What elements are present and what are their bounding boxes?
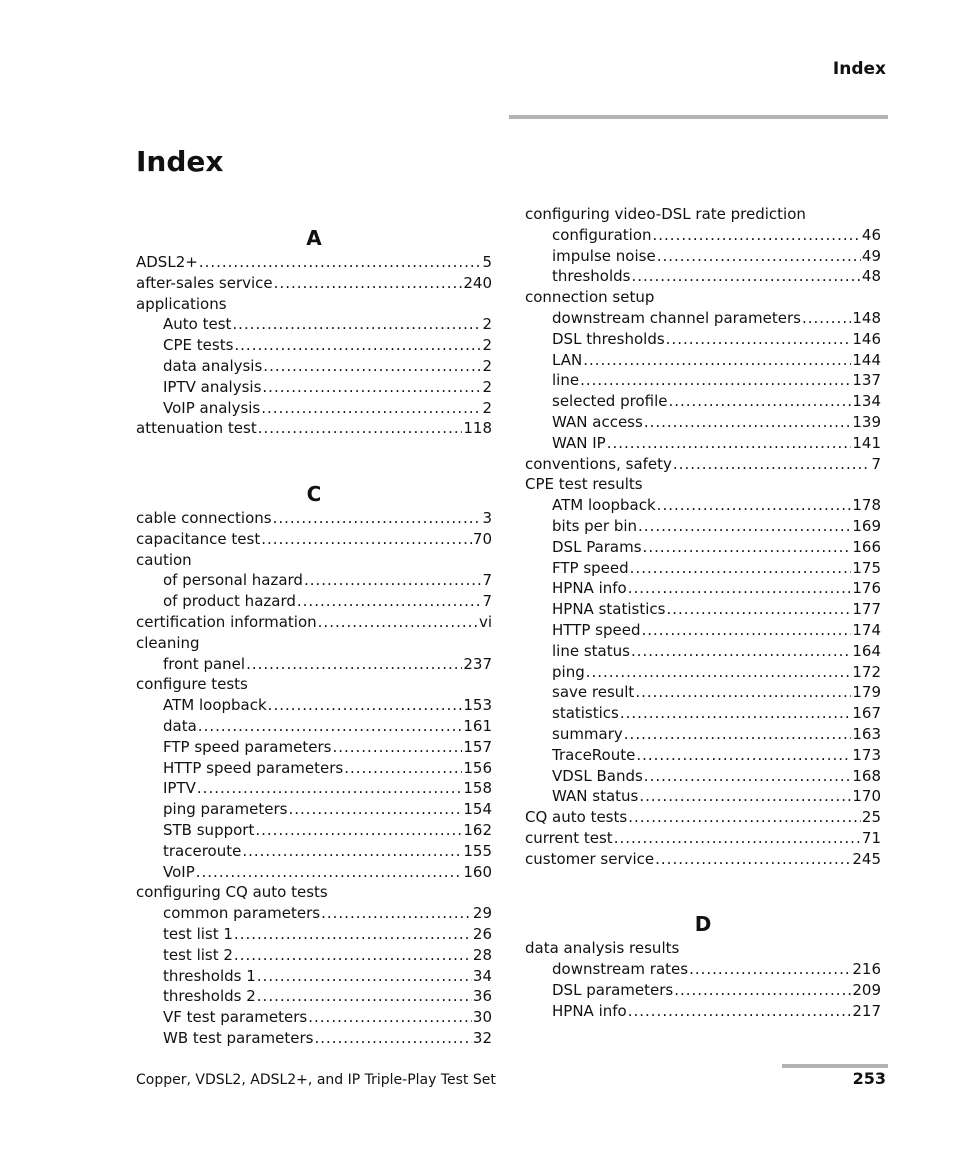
index-subentry	[136, 862, 492, 883]
dot-leader	[624, 724, 852, 745]
dot-leader	[586, 662, 852, 683]
entry-term: cleaning	[136, 633, 200, 652]
entry-term: VoIP analysis	[163, 398, 261, 417]
dot-leader	[657, 495, 852, 516]
dot-leader	[268, 695, 463, 716]
dot-leader	[198, 716, 463, 737]
index-subentry	[136, 356, 492, 377]
entry-term: certification information	[136, 612, 317, 631]
entry-page-number: 216	[852, 960, 881, 979]
entry-term: common parameters	[163, 904, 321, 923]
dot-leader	[628, 578, 852, 599]
index-column-left	[136, 204, 492, 1049]
index-subentry	[136, 695, 492, 716]
dot-leader	[232, 314, 481, 335]
index-entry	[136, 508, 492, 529]
index-subentry	[136, 1028, 492, 1049]
entry-page-number: 240	[463, 273, 492, 292]
dot-leader	[318, 612, 478, 633]
index-subentry	[136, 841, 492, 862]
entry-term: impulse noise	[552, 246, 656, 265]
index-entry	[136, 273, 492, 294]
dot-leader	[257, 966, 472, 987]
entry-term: statistics	[552, 704, 619, 723]
dot-leader	[636, 745, 851, 766]
entry-page-number: 146	[852, 329, 881, 348]
entry-term: traceroute	[163, 841, 242, 860]
index-subentry	[525, 246, 881, 267]
entry-term: VF test parameters	[163, 1008, 308, 1027]
index-subentry	[525, 662, 881, 683]
index-subentry	[136, 1007, 492, 1028]
entry-term: DSL Params	[552, 537, 642, 556]
entry-page-number: 156	[463, 758, 492, 777]
entry-term: data	[163, 716, 197, 735]
dot-leader	[630, 558, 852, 579]
entry-term: HTTP speed parameters	[163, 758, 344, 777]
index-subentry	[136, 945, 492, 966]
index-entry	[525, 828, 881, 849]
dot-leader	[246, 654, 462, 675]
dot-leader	[631, 641, 851, 662]
dot-leader	[304, 570, 481, 591]
dot-leader	[273, 508, 482, 529]
letter-heading: A	[306, 226, 322, 250]
entry-term: WAN status	[552, 787, 639, 806]
entry-term: thresholds 2	[163, 987, 256, 1006]
index-entry	[525, 287, 881, 308]
entry-page-number: 139	[852, 412, 881, 431]
entry-term: CPE tests	[163, 336, 234, 355]
dot-leader	[655, 849, 851, 870]
entry-term: capacitance test	[136, 529, 261, 548]
entry-page-number: 134	[852, 392, 881, 411]
index-entry	[525, 474, 881, 495]
index-subentry	[525, 599, 881, 620]
entry-term: ATM loopback	[552, 496, 656, 515]
dot-leader	[620, 703, 851, 724]
index-entry	[136, 612, 492, 633]
index-subentry	[136, 820, 492, 841]
entry-term: connection setup	[525, 288, 655, 307]
dot-leader	[673, 454, 871, 475]
index-column-right	[525, 204, 881, 1021]
entry-term: selected profile	[552, 392, 668, 411]
entry-page-number: 158	[463, 779, 492, 798]
dot-leader	[639, 786, 851, 807]
index-subentry	[525, 703, 881, 724]
dot-leader	[666, 329, 852, 350]
index-subentry	[136, 570, 492, 591]
index-subentry	[136, 799, 492, 820]
dot-leader	[234, 945, 472, 966]
index-subentry	[136, 654, 492, 675]
entry-term: Auto test	[163, 315, 232, 334]
index-subentry	[136, 778, 492, 799]
entry-term: conventions, safety	[525, 454, 672, 473]
entry-page-number: 163	[852, 724, 881, 743]
entry-term: HTTP speed	[552, 620, 641, 639]
letter-heading: D	[694, 912, 712, 937]
entry-term: DSL thresholds	[552, 329, 665, 348]
index-subentry	[525, 724, 881, 745]
dot-leader	[674, 980, 851, 1001]
dot-leader	[638, 516, 851, 537]
index-subentry	[525, 370, 881, 391]
index-subentry	[136, 377, 492, 398]
dot-leader	[289, 799, 463, 820]
dot-leader	[666, 599, 851, 620]
index-subentry	[525, 558, 881, 579]
index-subentry	[136, 924, 492, 945]
footer-doc-title: Copper, VDSL2, ADSL2+, and IP Triple-Play Test Set	[136, 1072, 496, 1088]
index-subentry	[525, 537, 881, 558]
entry-page-number: 157	[463, 737, 492, 756]
entry-term: thresholds 1	[163, 966, 256, 985]
dot-leader	[657, 246, 861, 267]
index-subentry	[136, 986, 492, 1007]
index-subentry	[136, 398, 492, 419]
index-subentry	[525, 959, 881, 980]
entry-page-number: 161	[463, 716, 492, 735]
index-subentry	[136, 903, 492, 924]
index-entry	[136, 674, 492, 695]
index-entry	[525, 807, 881, 828]
footer-page-number: 253	[852, 1069, 886, 1088]
entry-page-number: 164	[852, 641, 881, 660]
index-subentry	[525, 225, 881, 246]
entry-term: data analysis results	[525, 939, 680, 958]
entry-page-number: 217	[852, 1001, 881, 1020]
entry-term: IPTV analysis	[163, 377, 262, 396]
entry-term: of product hazard	[163, 592, 296, 611]
entry-page-number: 32	[472, 1028, 492, 1047]
dot-leader	[628, 1001, 852, 1022]
entry-page-number: 174	[852, 620, 881, 639]
index-subentry	[525, 682, 881, 703]
entry-term: ADSL2+	[136, 253, 198, 271]
entry-term: HPNA statistics	[552, 600, 666, 619]
dot-leader	[262, 377, 481, 398]
entry-page-number: 3	[482, 508, 492, 527]
entry-term: configuring video-DSL rate prediction	[525, 205, 806, 223]
letter-section	[136, 204, 492, 252]
entry-term: front panel	[163, 654, 246, 673]
index-entry	[136, 252, 492, 273]
entry-page-number: 178	[852, 496, 881, 515]
entry-term: configure tests	[136, 675, 248, 694]
entry-term: configuration	[552, 225, 652, 244]
entry-page-number: 7	[482, 592, 492, 611]
entry-page-number: 49	[861, 246, 881, 265]
index-subentry	[525, 329, 881, 350]
entry-page-number: 166	[852, 537, 881, 556]
entry-term: VoIP	[163, 862, 195, 881]
dot-leader	[653, 225, 861, 246]
entry-term: VDSL Bands	[552, 766, 643, 785]
index-entry	[525, 204, 881, 225]
dot-leader	[255, 820, 462, 841]
entry-page-number: 2	[482, 336, 492, 355]
entry-term: ping parameters	[163, 800, 288, 819]
entry-term: customer service	[525, 849, 655, 868]
entry-term: cable connections	[136, 508, 272, 527]
entry-term: configuring CQ auto tests	[136, 883, 328, 902]
index-subentry	[525, 641, 881, 662]
entry-page-number: 245	[852, 849, 881, 868]
dot-leader	[344, 758, 462, 779]
entry-page-number: 28	[472, 945, 492, 964]
entry-page-number: 169	[852, 516, 881, 535]
entry-term: attenuation test	[136, 419, 257, 438]
entry-page-number: 2	[482, 356, 492, 375]
index-subentry	[525, 620, 881, 641]
dot-leader	[641, 620, 851, 641]
entry-term: ping	[552, 662, 585, 681]
entry-term: TraceRoute	[552, 745, 636, 764]
index-entry	[136, 418, 492, 439]
index-subentry	[525, 745, 881, 766]
dot-leader	[234, 924, 472, 945]
entry-term: save result	[552, 683, 635, 702]
index-subentry	[525, 308, 881, 329]
entry-page-number: 209	[852, 980, 881, 999]
entry-term: FTP speed	[552, 558, 629, 577]
letter-section	[525, 890, 881, 938]
entry-term: WB test parameters	[163, 1028, 314, 1047]
index-entry	[136, 294, 492, 315]
dot-leader	[257, 986, 472, 1007]
entry-term: CPE test results	[525, 475, 643, 494]
index-subentry	[525, 350, 881, 371]
entry-term: WAN IP	[552, 433, 606, 452]
dot-leader	[583, 350, 851, 371]
dot-leader	[802, 308, 851, 329]
entry-page-number: 162	[463, 820, 492, 839]
dot-leader	[274, 273, 463, 294]
index-subentry	[525, 495, 881, 516]
entry-page-number: 30	[472, 1008, 492, 1027]
index-entry	[525, 938, 881, 959]
index-subentry	[525, 412, 881, 433]
dot-leader	[196, 862, 463, 883]
entry-page-number: 5	[482, 253, 492, 271]
dot-leader	[261, 398, 481, 419]
entry-term: LAN	[552, 350, 583, 369]
index-subentry	[136, 591, 492, 612]
index-entry	[525, 454, 881, 475]
entry-term: IPTV	[163, 779, 196, 798]
entry-page-number: 7	[871, 454, 881, 473]
dot-leader	[258, 418, 463, 439]
entry-page-number: 25	[861, 808, 881, 827]
dot-leader	[689, 959, 851, 980]
entry-page-number: 170	[852, 787, 881, 806]
index-subentry	[525, 266, 881, 287]
dot-leader	[631, 266, 860, 287]
index-subentry	[136, 966, 492, 987]
entry-page-number: 29	[472, 904, 492, 923]
index-subentry	[136, 314, 492, 335]
entry-page-number: 2	[482, 398, 492, 417]
index-subentry	[525, 433, 881, 454]
entry-term: line status	[552, 641, 630, 660]
entry-page-number: 144	[852, 350, 881, 369]
index-entry	[136, 633, 492, 654]
entry-term: thresholds	[552, 267, 631, 286]
dot-leader	[668, 391, 851, 412]
entry-page-number: 141	[852, 433, 881, 452]
dot-leader	[332, 737, 462, 758]
entry-page-number: 167	[852, 704, 881, 723]
index-subentry	[525, 578, 881, 599]
dot-leader	[635, 682, 851, 703]
dot-leader	[643, 537, 852, 558]
dot-leader	[308, 1007, 472, 1028]
section-gap	[136, 439, 492, 460]
entry-term: line	[552, 371, 580, 390]
dot-leader	[199, 252, 482, 273]
entry-page-number: 177	[852, 600, 881, 619]
dot-leader	[242, 841, 462, 862]
letter-heading: C	[306, 481, 322, 506]
entry-term: downstream rates	[552, 960, 689, 979]
dot-leader	[580, 370, 851, 391]
entry-term: of personal hazard	[163, 571, 303, 590]
entry-term: FTP speed parameters	[163, 737, 332, 756]
page-title: Index	[136, 145, 224, 178]
entry-page-number: vi	[478, 612, 492, 631]
entry-page-number: 176	[852, 579, 881, 598]
entry-page-number: 160	[463, 862, 492, 881]
entry-term: applications	[136, 294, 227, 313]
entry-term: ATM loopback	[163, 696, 267, 715]
index-subentry	[136, 716, 492, 737]
entry-term: caution	[136, 550, 192, 569]
dot-leader	[628, 807, 861, 828]
entry-term: test list 1	[163, 924, 233, 943]
running-head: Index	[832, 59, 886, 79]
index-subentry	[525, 786, 881, 807]
entry-page-number: 153	[463, 696, 492, 715]
index-subentry	[136, 758, 492, 779]
entry-page-number: 137	[852, 371, 881, 390]
dot-leader	[234, 335, 481, 356]
index-subentry	[525, 980, 881, 1001]
entry-term: WAN access	[552, 412, 643, 431]
dot-leader	[297, 591, 482, 612]
index-subentry	[136, 335, 492, 356]
entry-page-number: 118	[463, 419, 492, 438]
entry-page-number: 173	[852, 745, 881, 764]
entry-term: HPNA info	[552, 1001, 627, 1020]
index-subentry	[136, 737, 492, 758]
entry-page-number: 48	[861, 267, 881, 286]
entry-page-number: 2	[482, 315, 492, 334]
entry-term: after-sales service	[136, 273, 273, 292]
dot-leader	[614, 828, 861, 849]
entry-page-number: 2	[482, 377, 492, 396]
dot-leader	[644, 766, 852, 787]
entry-term: test list 2	[163, 945, 233, 964]
index-entry	[136, 529, 492, 550]
entry-page-number: 148	[852, 308, 881, 327]
entry-term: summary	[552, 724, 623, 743]
index-entry	[136, 882, 492, 903]
entry-page-number: 26	[472, 924, 492, 943]
index-subentry	[525, 516, 881, 537]
dot-leader	[607, 433, 852, 454]
dot-leader	[263, 356, 481, 377]
dot-leader	[644, 412, 852, 433]
entry-page-number: 70	[472, 529, 492, 548]
index-subentry	[525, 1001, 881, 1022]
dot-leader	[261, 529, 472, 550]
header-rule	[509, 115, 888, 119]
entry-term: DSL parameters	[552, 980, 674, 999]
entry-page-number: 46	[861, 225, 881, 244]
index-entry	[525, 849, 881, 870]
dot-leader	[321, 903, 472, 924]
entry-term: STB support	[163, 820, 255, 839]
entry-page-number: 175	[852, 558, 881, 577]
section-gap	[525, 870, 881, 891]
entry-term: current test	[525, 828, 613, 847]
index-subentry	[525, 391, 881, 412]
entry-page-number: 36	[472, 987, 492, 1006]
entry-term: CQ auto tests	[525, 808, 628, 827]
entry-page-number: 7	[482, 571, 492, 590]
index-subentry	[525, 766, 881, 787]
dot-leader	[314, 1028, 471, 1049]
letter-section	[136, 460, 492, 508]
entry-term: downstream channel parameters	[552, 308, 801, 327]
entry-page-number: 179	[852, 683, 881, 702]
dot-leader	[197, 778, 462, 799]
entry-page-number: 34	[472, 966, 492, 985]
entry-page-number: 172	[852, 662, 881, 681]
entry-page-number: 168	[852, 766, 881, 785]
entry-page-number: 71	[861, 828, 881, 847]
entry-term: bits per bin	[552, 516, 638, 535]
entry-page-number: 237	[463, 654, 492, 673]
entry-page-number: 155	[463, 841, 492, 860]
entry-term: HPNA info	[552, 579, 627, 598]
index-entry	[136, 550, 492, 571]
entry-page-number: 154	[463, 800, 492, 819]
entry-term: data analysis	[163, 356, 263, 375]
